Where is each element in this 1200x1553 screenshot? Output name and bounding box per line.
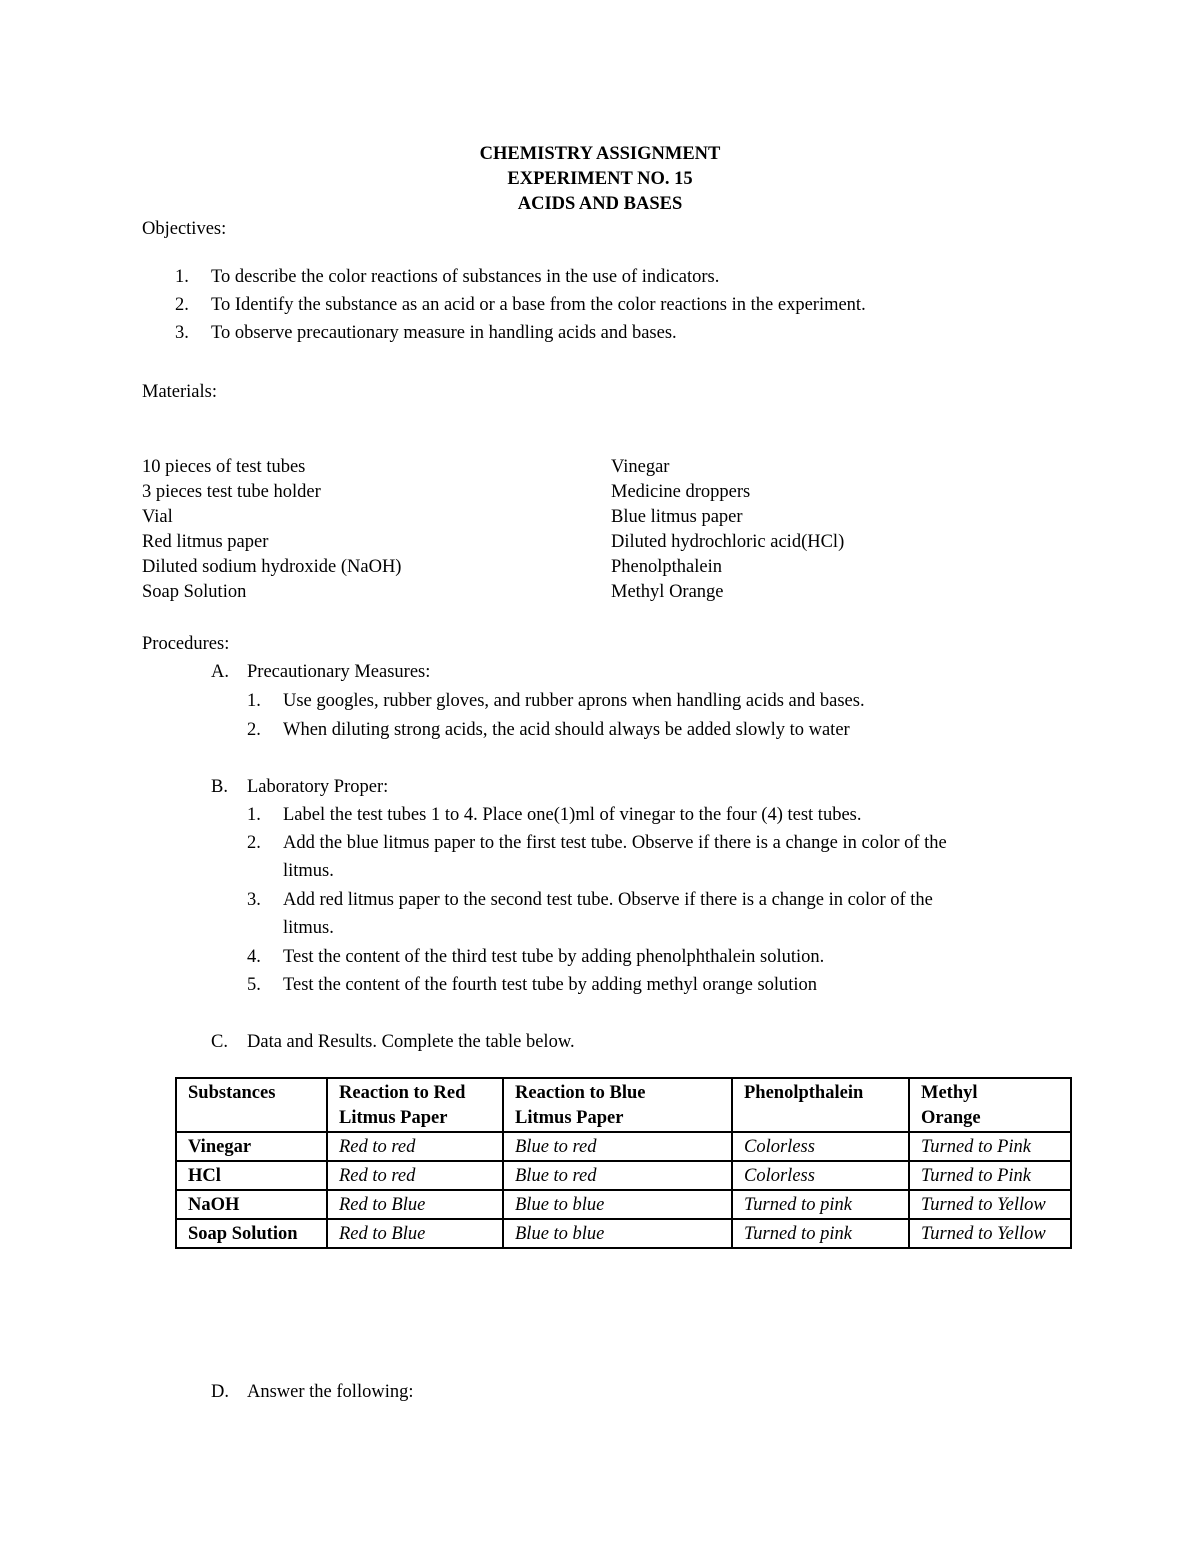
materials-heading: Materials: xyxy=(142,382,218,402)
item-text: Test the content of the fourth test tube by adding methyl orange solution xyxy=(283,975,818,995)
table-header-row xyxy=(176,1078,1071,1132)
table-cell: Turned to Yellow xyxy=(909,1219,1071,1248)
item-number: 2. xyxy=(175,295,189,315)
column-header: Methyl Orange xyxy=(909,1078,1071,1132)
table-cell: Blue to blue xyxy=(503,1219,732,1248)
table-cell: Red to red xyxy=(327,1161,503,1190)
assignment-title: CHEMISTRY ASSIGNMENT xyxy=(479,144,721,164)
table-cell: Turned to Yellow xyxy=(909,1190,1071,1219)
section-letter: D. xyxy=(211,1382,229,1402)
material-item: Vinegar xyxy=(611,457,670,477)
item-number: 1. xyxy=(175,267,189,287)
item-text-continued: litmus. xyxy=(283,861,334,881)
experiment-title: ACIDS AND BASES xyxy=(517,194,683,214)
table-cell: Turned to pink xyxy=(732,1219,909,1248)
results-table xyxy=(175,1077,1072,1249)
table-row xyxy=(176,1190,1071,1219)
item-number: 2. xyxy=(247,833,261,853)
item-number: 5. xyxy=(247,975,261,995)
substance-cell: HCl xyxy=(176,1161,327,1190)
substance-cell: Vinegar xyxy=(176,1132,327,1161)
item-number: 1. xyxy=(247,691,261,711)
column-header: Reaction to Red Litmus Paper xyxy=(327,1078,503,1132)
material-item: Phenolpthalein xyxy=(611,557,722,577)
column-header: Substances xyxy=(176,1078,327,1132)
table-cell: Red to Blue xyxy=(327,1219,503,1248)
table-row xyxy=(176,1219,1071,1248)
material-item: Diluted hydrochloric acid(HCl) xyxy=(611,532,845,552)
substance-cell: NaOH xyxy=(176,1190,327,1219)
material-item: Vial xyxy=(142,507,173,527)
item-number: 4. xyxy=(247,947,261,967)
table-cell: Blue to red xyxy=(503,1161,732,1190)
material-item: Soap Solution xyxy=(142,582,247,602)
table-row xyxy=(176,1132,1071,1161)
item-text-continued: litmus. xyxy=(283,918,334,938)
material-item: Diluted sodium hydroxide (NaOH) xyxy=(142,557,402,577)
item-text: Use googles, rubber gloves, and rubber aprons when handling acids and bases. xyxy=(283,691,865,711)
table-cell: Blue to blue xyxy=(503,1190,732,1219)
column-header: Phenolpthalein xyxy=(732,1078,909,1132)
item-text: When diluting strong acids, the acid should always be added slowly to water xyxy=(283,720,850,740)
section-letter: C. xyxy=(211,1032,228,1052)
item-text: To observe precautionary measure in handling acids and bases. xyxy=(211,323,677,343)
table-cell: Turned to Pink xyxy=(909,1161,1071,1190)
table-cell: Red to Blue xyxy=(327,1190,503,1219)
objectives-heading: Objectives: xyxy=(142,219,227,239)
section-title: Laboratory Proper: xyxy=(247,777,389,797)
table-cell: Blue to red xyxy=(503,1132,732,1161)
section-letter: A. xyxy=(211,662,229,682)
material-item: 10 pieces of test tubes xyxy=(142,457,306,477)
table-row xyxy=(176,1161,1071,1190)
table-cell: Turned to pink xyxy=(732,1190,909,1219)
item-text: To describe the color reactions of substances in the use of indicators. xyxy=(211,267,720,287)
table-cell: Colorless xyxy=(732,1161,909,1190)
experiment-number: EXPERIMENT NO. 15 xyxy=(507,169,693,189)
procedures-heading: Procedures: xyxy=(142,634,230,654)
item-number: 3. xyxy=(175,323,189,343)
table-cell: Colorless xyxy=(732,1132,909,1161)
material-item: Blue litmus paper xyxy=(611,507,743,527)
material-item: 3 pieces test tube holder xyxy=(142,482,321,502)
material-item: Red litmus paper xyxy=(142,532,269,552)
item-text: Test the content of the third test tube by adding phenolphthalein solution. xyxy=(283,947,825,967)
section-title: Precautionary Measures: xyxy=(247,662,431,682)
item-number: 2. xyxy=(247,720,261,740)
material-item: Medicine droppers xyxy=(611,482,751,502)
item-text: Add red litmus paper to the second test tube. Observe if there is a change in color of the xyxy=(283,890,933,910)
item-text: Add the blue litmus paper to the first test tube. Observe if there is a change in color of the xyxy=(283,833,947,853)
column-header: Reaction to Blue Litmus Paper xyxy=(503,1078,732,1132)
item-text: To Identify the substance as an acid or a base from the color reactions in the experiment. xyxy=(211,295,866,315)
table-cell: Turned to Pink xyxy=(909,1132,1071,1161)
table-cell: Red to red xyxy=(327,1132,503,1161)
section-letter: B. xyxy=(211,777,228,797)
item-number: 1. xyxy=(247,805,261,825)
item-number: 3. xyxy=(247,890,261,910)
item-text: Label the test tubes 1 to 4. Place one(1)ml of vinegar to the four (4) test tubes. xyxy=(283,805,862,825)
material-item: Methyl Orange xyxy=(611,582,724,602)
substance-cell: Soap Solution xyxy=(176,1219,327,1248)
section-title: Answer the following: xyxy=(247,1382,414,1402)
section-title: Data and Results. Complete the table below. xyxy=(247,1032,575,1052)
